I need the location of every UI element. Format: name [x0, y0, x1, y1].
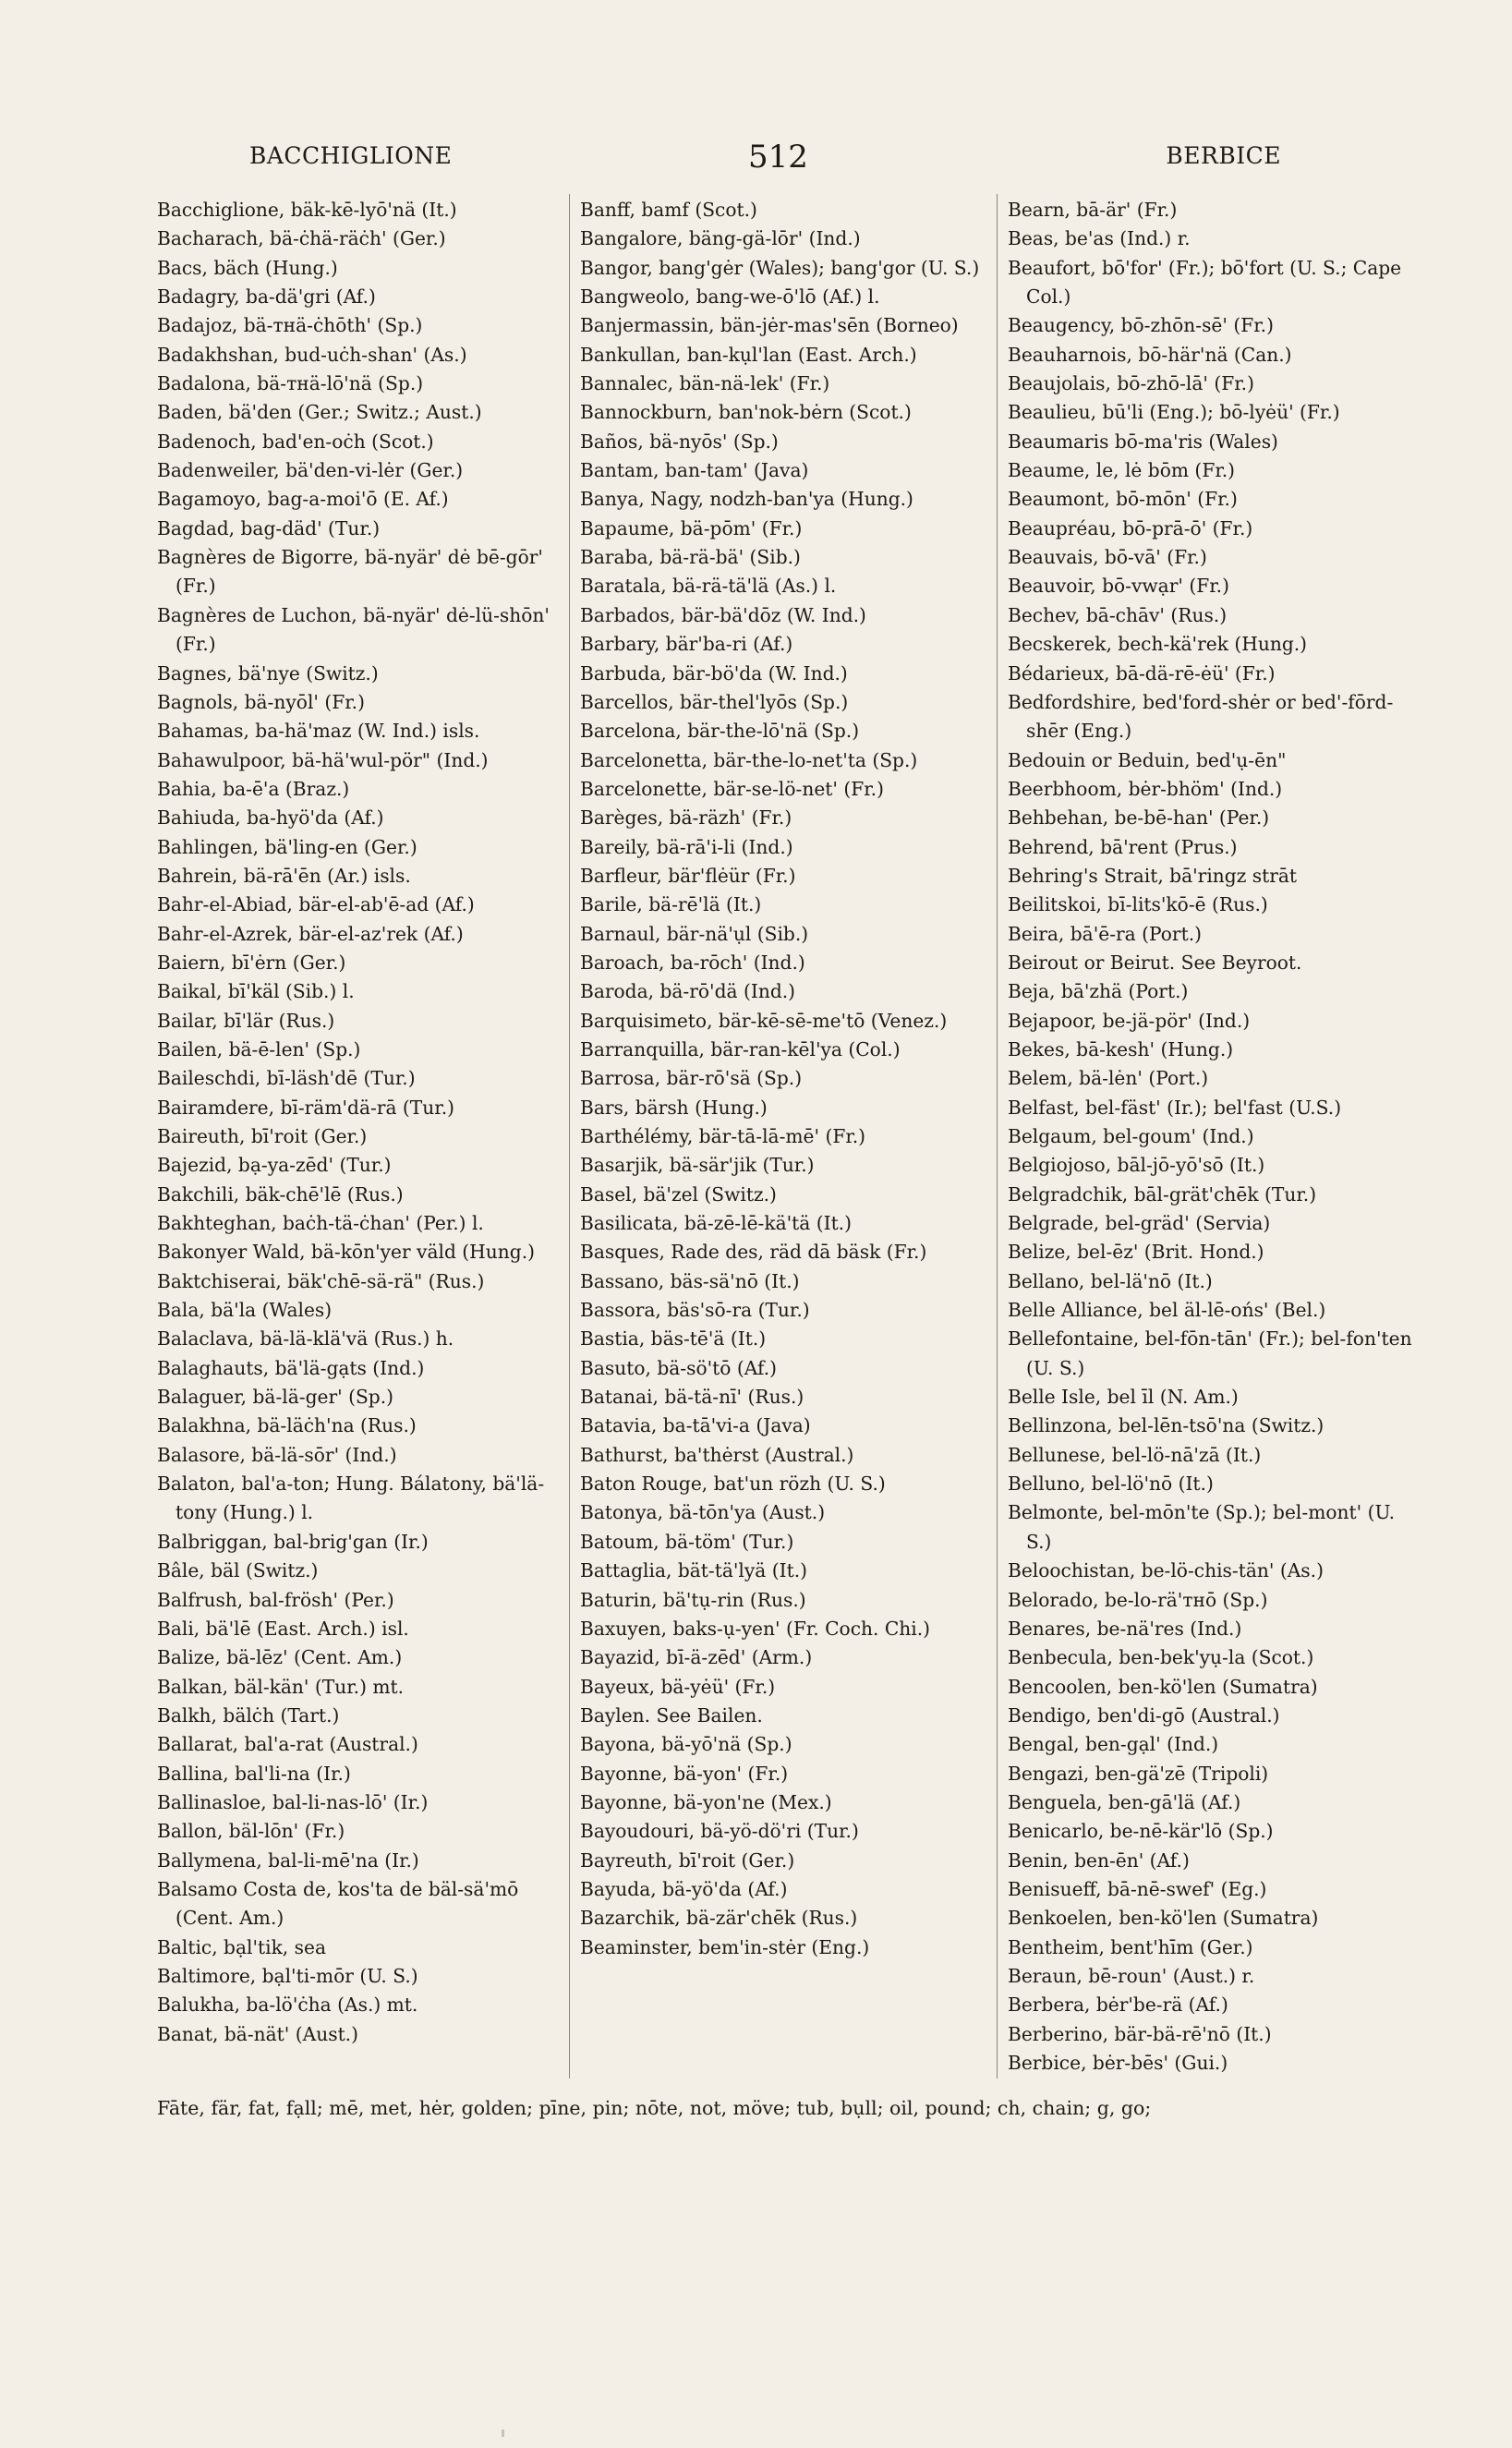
gazetteer-entry: Bahamas, ba-hä'maz (W. Ind.) isls.	[157, 720, 480, 743]
gazetteer-entry: Ballymena, bal-li-mē'na (Ir.)	[157, 1848, 419, 1872]
gazetteer-entry: Beaujolais, bō-zhō-lā' (Fr.)	[1008, 372, 1254, 395]
gazetteer-entry: Bareily, bä-rā'i-li (Ind.)	[580, 835, 793, 858]
gazetteer-entry: Balasore, bä-lä-sōr' (Ind.)	[157, 1443, 397, 1466]
gazetteer-entry: Bechev, bā-chāv' (Rus.)	[1008, 603, 1228, 626]
gazetteer-entry: Balakhna, bä-läċh'na (Rus.)	[157, 1414, 417, 1437]
gazetteer-entry: Balaguer, bä-lä-ger' (Sp.)	[157, 1386, 393, 1409]
gazetteer-entry: Berberino, bär-bä-rē'nō (It.)	[1008, 2022, 1272, 2045]
gazetteer-entry: Bayoudouri, bä-yö-dö'ri (Tur.)	[580, 1820, 859, 1843]
gazetteer-entry: Baden, bä'den (Ger.; Switz.; Aust.)	[157, 401, 482, 424]
gazetteer-entry: Bayeux, bä-yėü' (Fr.)	[580, 1675, 776, 1698]
gazetteer-entry: Bellefontaine, bel-fōn-tān' (Fr.); bel-fon'ten (U. S.)	[1008, 1327, 1412, 1379]
gazetteer-entry: Bahiuda, ba-hyö'da (Af.)	[157, 806, 384, 830]
gazetteer-entry: Badalona, bä-ᴛʜä-lō'nä (Sp.)	[157, 372, 424, 395]
gazetteer-entry: Bali, bä'lē (East. Arch.) isl.	[157, 1617, 409, 1640]
gazetteer-entry: Barile, bä-rē'lä (It.)	[580, 893, 762, 916]
gazetteer-entry: Baileschdi, bī-läsh'dē (Tur.)	[157, 1067, 416, 1090]
gazetteer-entry: Baratala, bä-rä-tä'lä (As.) l.	[580, 575, 837, 598]
gazetteer-entry: Bathurst, ba'thėrst (Austral.)	[580, 1443, 854, 1466]
gazetteer-entry: Beauvais, bō-vā' (Fr.)	[1008, 546, 1207, 569]
gazetteer-entry: Baroach, ba-rōch' (Ind.)	[580, 951, 805, 974]
gazetteer-entry: Berbera, bėr'be-rä (Af.)	[1008, 1994, 1228, 2017]
gazetteer-entry: Bagdad, bag-däd' (Tur.)	[157, 516, 381, 539]
gazetteer-entry: Bentheim, bent'hīm (Ger.)	[1008, 1935, 1253, 1958]
gazetteer-entry: Bakchili, bäk-chē'lē (Rus.)	[157, 1182, 404, 1206]
gazetteer-entry: Batavia, ba-tā'vi-a (Java)	[580, 1414, 811, 1437]
gazetteer-entry: Bangalore, bäng-gä-lōr' (Ind.)	[580, 227, 861, 250]
gazetteer-entry: Barcelonetta, bär-the-lo-net'ta (Sp.)	[580, 748, 918, 771]
gazetteer-entry: Baktchiserai, bäk'chē-sä-rä" (Rus.)	[157, 1269, 485, 1292]
gazetteer-entry: Beraun, bē-roun' (Aust.) r.	[1008, 1964, 1255, 1987]
gazetteer-entry: Bazarchik, bä-zär'chēk (Rus.)	[580, 1907, 858, 1930]
gazetteer-entry: Benguela, ben-gā'lä (Af.)	[1008, 1790, 1241, 1813]
gazetteer-entry: Banjermassin, bän-jėr-mas'sēn (Borneo)	[580, 314, 959, 337]
gazetteer-entry: Beas, be'as (Ind.) r.	[1008, 227, 1191, 250]
entries-column-2	[580, 196, 986, 2080]
gazetteer-entry: Bagamoyo, bag-a-moi'ō (E. Af.)	[157, 488, 449, 511]
gazetteer-entry: Belem, bä-lėn' (Port.)	[1008, 1067, 1209, 1090]
gazetteer-entry: Bayreuth, bī'roit (Ger.)	[580, 1848, 795, 1872]
gazetteer-entry: Balaclava, bä-lä-klä'vä (Rus.) h.	[157, 1327, 454, 1351]
gazetteer-entry: Baireuth, bī'roit (Ger.)	[157, 1125, 368, 1147]
gazetteer-entry: Bahlingen, bä'ling-en (Ger.)	[157, 835, 417, 858]
gazetteer-entry: Beilitskoi, bī-lits'kō-ē (Rus.)	[1008, 893, 1268, 916]
gazetteer-entry: Balkan, bäl-kän' (Tur.) mt.	[157, 1675, 405, 1698]
gazetteer-entry: Bagnères de Bigorre, bä-nyär' dė bē-gōr' (Fr.)	[157, 546, 543, 598]
gazetteer-entry: Barbados, bär-bä'dōz (W. Ind.)	[580, 603, 866, 626]
gazetteer-entry: Beirout or Beirut. See Beyroot.	[1008, 951, 1302, 974]
gazetteer-entry: Beerbhoom, bėr-bhöm' (Ind.)	[1008, 777, 1283, 800]
gazetteer-entry: Belluno, bel-lö'nō (It.)	[1008, 1472, 1214, 1496]
gazetteer-entry: Benin, ben-ēn' (Af.)	[1008, 1848, 1190, 1872]
gazetteer-entry: Bacharach, bä-ċhä-räċh' (Ger.)	[157, 227, 446, 250]
gazetteer-entry: Basilicata, bä-zē-lē-kä'tä (It.)	[580, 1212, 852, 1235]
gazetteer-entry: Bayazid, bī-ä-zēd' (Arm.)	[580, 1646, 813, 1669]
gazetteer-entry: Benkoelen, ben-kö'len (Sumatra)	[1008, 1907, 1319, 1930]
gazetteer-entry: Bahr-el-Abiad, bär-el-ab'ē-ad (Af.)	[157, 893, 475, 916]
gazetteer-entry: Bannalec, bän-nä-lek' (Fr.)	[580, 372, 830, 395]
gazetteer-entry: Barranquilla, bär-ran-kēl'ya (Col.)	[580, 1037, 901, 1060]
gazetteer-entry: Baxuyen, baks-ụ-yen' (Fr. Coch. Chi.)	[580, 1617, 931, 1640]
gazetteer-entry: Bayona, bä-yō'nä (Sp.)	[580, 1733, 792, 1756]
gazetteer-entry: Bastia, bäs-tē'ä (It.)	[580, 1327, 767, 1351]
gazetteer-entry: Barbary, bär'ba-ri (Af.)	[580, 633, 793, 656]
gazetteer-entry: Berbice, bėr-bēs' (Gui.)	[1008, 2052, 1228, 2074]
gazetteer-entry: Beauvoir, bō-vwạr' (Fr.)	[1008, 575, 1229, 598]
gazetteer-entry: Bedfordshire, bed'ford-shėr or bed'-fōrd-shēr (Eng.)	[1008, 690, 1394, 743]
gazetteer-entry: Balaghauts, bä'lä-gạts (Ind.)	[157, 1356, 425, 1379]
gazetteer-entry: Banat, bä-nät' (Aust.)	[157, 2022, 358, 2045]
gazetteer-entry: Baltic, bạl'tik, sea	[157, 1935, 326, 1958]
gazetteer-entry: Barnaul, bär-nä'ụl (Sib.)	[580, 922, 809, 945]
gazetteer-entry: Beaulieu, bū'li (Eng.); bō-lyėü' (Fr.)	[1008, 401, 1340, 424]
gazetteer-entry: Bengazi, ben-gä'zē (Tripoli)	[1008, 1762, 1269, 1785]
gazetteer-entry: Bacchiglione, bäk-kē-lyō'nä (It.)	[157, 199, 457, 221]
gazetteer-entry: Ballinasloe, bal-li-nas-lō' (Ir.)	[157, 1790, 429, 1813]
gazetteer-entry: Beloochistan, be-lö-chis-tän' (As.)	[1008, 1559, 1324, 1582]
header-left-guide-word: BACCHIGLIONE	[249, 142, 453, 169]
gazetteer-entry: Batoum, bä-töm' (Tur.)	[580, 1530, 794, 1553]
gazetteer-entry: Bekes, bā-kesh' (Hung.)	[1008, 1037, 1234, 1060]
gazetteer-entry: Baroda, bä-rō'dä (Ind.)	[580, 980, 796, 1003]
gazetteer-entry: Bahawulpoor, bä-hä'wul-pör" (Ind.)	[157, 748, 489, 771]
gazetteer-entry: Bangor, bang'gėr (Wales); bang'gor (U. S.)	[580, 256, 980, 279]
gazetteer-entry: Balbriggan, bal-brig'gan (Ir.)	[157, 1530, 429, 1553]
gazetteer-entry: Basuto, bä-sö'tō (Af.)	[580, 1356, 778, 1379]
gazetteer-entry: Bapaume, bä-pōm' (Fr.)	[580, 516, 803, 539]
gazetteer-entry: Barcelona, bär-the-lō'nä (Sp.)	[580, 720, 860, 743]
gazetteer-entry: Bédarieux, bā-dä-rē-ėü' (Fr.)	[1008, 661, 1276, 685]
gazetteer-entry: Belgradchik, bāl-grät'chēk (Tur.)	[1008, 1182, 1317, 1206]
gazetteer-entry: Bangweolo, bang-we-ō'lō (Af.) l.	[580, 285, 880, 309]
gazetteer-entry: Benares, be-nä'res (Ind.)	[1008, 1617, 1242, 1640]
gazetteer-entry: Bailen, bä-ē-len' (Sp.)	[157, 1037, 361, 1060]
gazetteer-entry: Bearn, bā-är' (Fr.)	[1008, 199, 1178, 221]
gazetteer-entry: Barthélémy, bär-tā-lā-mē' (Fr.)	[580, 1125, 866, 1147]
gazetteer-entry: Bala, bä'la (Wales)	[157, 1299, 333, 1322]
gazetteer-entry: Behrend, bā'rent (Prus.)	[1008, 835, 1238, 858]
gazetteer-entry: Bahia, ba-ē'a (Braz.)	[157, 777, 350, 800]
gazetteer-entry: Bairamdere, bī-räm'dä-rā (Tur.)	[157, 1096, 454, 1119]
gazetteer-entry: Bellano, bel-lä'nō (It.)	[1008, 1269, 1213, 1292]
gazetteer-entry: Bencoolen, ben-kö'len (Sumatra)	[1008, 1675, 1318, 1698]
gazetteer-entry: Bassano, bäs-sä'nō (It.)	[580, 1269, 800, 1292]
gazetteer-entry: Belgiojoso, bāl-jō-yō'sō (It.)	[1008, 1154, 1265, 1177]
gazetteer-entry: Batonya, bä-tōn'ya (Aust.)	[580, 1501, 826, 1524]
gazetteer-entry: Barcellos, bär-thel'lyōs (Sp.)	[580, 690, 849, 713]
gazetteer-entry: Barcelonette, bär-se-lö-net' (Fr.)	[580, 777, 884, 800]
gazetteer-entry: Beira, bā'ē-ra (Port.)	[1008, 922, 1202, 945]
gazetteer-entry: Bayonne, bä-yon' (Fr.)	[580, 1762, 789, 1785]
gazetteer-entry: Barbuda, bär-bö'da (W. Ind.)	[580, 661, 848, 685]
gazetteer-entry: Belle Alliance, bel äl-lē-ońs' (Bel.)	[1008, 1299, 1326, 1322]
gazetteer-entry: Becskerek, bech-kä'rek (Hung.)	[1008, 633, 1308, 656]
gazetteer-entry: Bahrein, bä-rā'ēn (Ar.) isls.	[157, 864, 411, 887]
gazetteer-entry: Bakhteghan, baċh-tä-ċhan' (Per.) l.	[157, 1212, 484, 1235]
gazetteer-entry: Banya, Nagy, nodzh-ban'ya (Hung.)	[580, 488, 913, 511]
gazetteer-entry: Behring's Strait, bā'ringz strāt	[1008, 864, 1298, 887]
gazetteer-entry: Baraba, bä-rä-bä' (Sib.)	[580, 546, 801, 569]
gazetteer-entry: Balkh, bälċh (Tart.)	[157, 1703, 340, 1727]
gazetteer-entry: Beaminster, bem'in-stėr (Eng.)	[580, 1935, 870, 1958]
gazetteer-entry: Badajoz, bä-ᴛʜä-ċhōth' (Sp.)	[157, 314, 423, 337]
page-number: 512	[748, 139, 808, 176]
gazetteer-entry: Basarjik, bä-sär'jik (Tur.)	[580, 1154, 815, 1177]
page-mark	[502, 2430, 504, 2437]
gazetteer-entry: Belgrade, bel-gräd' (Servia)	[1008, 1212, 1271, 1235]
gazetteer-entry: Balsamo Costa de, kos'ta de bäl-sä'mō (Cent. Am.)	[157, 1877, 519, 1930]
gazetteer-entry: Bannockburn, ban'nok-bėrn (Scot.)	[580, 401, 912, 424]
gazetteer-entry: Bâle, bäl (Switz.)	[157, 1559, 319, 1582]
gazetteer-entry: Beaugency, bō-zhōn-sē' (Fr.)	[1008, 314, 1274, 337]
gazetteer-entry: Bajezid, bạ-ya-zēd' (Tur.)	[157, 1154, 392, 1177]
gazetteer-entry: Beaufort, bō'for' (Fr.); bō'fort (U. S.; Cape Col.)	[1008, 256, 1402, 309]
header-right-guide-word: BERBICE	[1166, 142, 1281, 169]
gazetteer-entry: Barfleur, bär'flėür (Fr.)	[580, 864, 796, 887]
gazetteer-entry: Bayonne, bä-yon'ne (Mex.)	[580, 1790, 832, 1813]
gazetteer-entry: Ballina, bal'li-na (Ir.)	[157, 1762, 351, 1785]
gazetteer-entry: Bakonyer Wald, bä-kōn'yer väld (Hung.)	[157, 1241, 535, 1264]
gazetteer-entry: Beaumaris bō-ma'ris (Wales)	[1008, 430, 1278, 453]
gazetteer-entry: Bengal, ben-gạl' (Ind.)	[1008, 1733, 1219, 1756]
gazetteer-entry: Bailar, bī'lär (Rus.)	[157, 1009, 335, 1032]
gazetteer-entry: Barèges, bä-räzh' (Fr.)	[580, 806, 792, 830]
gazetteer-entry: Baturin, bä'tụ-rin (Rus.)	[580, 1588, 806, 1611]
entries-column-1	[157, 196, 559, 2080]
gazetteer-entry: Beja, bā'zhä (Port.)	[1008, 980, 1189, 1003]
gazetteer-entry: Bagnes, bä'nye (Switz.)	[157, 661, 379, 685]
column-divider	[997, 194, 998, 2078]
gazetteer-entry: Balukha, ba-lö'ċha (As.) mt.	[157, 1994, 418, 2017]
gazetteer-entry: Ballarat, bal'a-rat (Austral.)	[157, 1733, 418, 1756]
gazetteer-entry: Bagnols, bä-nyōl' (Fr.)	[157, 690, 365, 713]
gazetteer-entry: Bellinzona, bel-lēn-tsō'na (Switz.)	[1008, 1414, 1325, 1437]
gazetteer-entry: Behbehan, be-bē-han' (Per.)	[1008, 806, 1270, 830]
gazetteer-entry: Balize, bä-lēz' (Cent. Am.)	[157, 1646, 403, 1669]
gazetteer-entry: Baikal, bī'käl (Sib.) l.	[157, 980, 355, 1003]
gazetteer-entry: Badagry, ba-dä'gri (Af.)	[157, 285, 376, 309]
gazetteer-entry: Beaupréau, bō-prā-ō' (Fr.)	[1008, 516, 1253, 539]
gazetteer-entry: Bars, bärsh (Hung.)	[580, 1096, 768, 1119]
gazetteer-entry: Baylen. See Bailen.	[580, 1703, 763, 1727]
gazetteer-entry: Baton Rouge, bat'un rözh (U. S.)	[580, 1472, 886, 1496]
gazetteer-entry: Bahr-el-Azrek, bär-el-az'rek (Af.)	[157, 922, 464, 945]
gazetteer-entry: Beauharnois, bō-här'nä (Can.)	[1008, 343, 1292, 366]
gazetteer-entry: Battaglia, bät-tä'lyä (It.)	[580, 1559, 807, 1582]
gazetteer-entry: Bantam, ban-tam' (Java)	[580, 459, 809, 482]
column-divider	[569, 194, 570, 2078]
gazetteer-entry: Badenweiler, bä'den-vi-lėr (Ger.)	[157, 459, 464, 482]
gazetteer-entry: Belgaum, bel-goum' (Ind.)	[1008, 1125, 1254, 1147]
gazetteer-entry: Baltimore, bạl'ti-mōr (U. S.)	[157, 1964, 418, 1987]
gazetteer-entry: Batanai, bä-tä-nī' (Rus.)	[580, 1386, 804, 1409]
gazetteer-entry: Benisueff, bā-nē-swef' (Eg.)	[1008, 1877, 1267, 1900]
gazetteer-entry: Beaumont, bō-mōn' (Fr.)	[1008, 488, 1238, 511]
gazetteer-entry: Benicarlo, be-nē-kär'lō (Sp.)	[1008, 1820, 1274, 1843]
gazetteer-entry: Bellunese, bel-lö-nā'zā (It.)	[1008, 1443, 1262, 1466]
gazetteer-entry: Ballon, bäl-lōn' (Fr.)	[157, 1820, 345, 1843]
pronunciation-key-footer: Fāte, fär, fat, fạll; mē, met, hėr, golden; pīne, pin; nōte, not, möve; tub, bụll; oil, pound; ch, chain; g, go;	[157, 2097, 1152, 2119]
gazetteer-entry: Belize, bel-ēz' (Brit. Hond.)	[1008, 1241, 1264, 1264]
gazetteer-entry: Beaume, le, lė bōm (Fr.)	[1008, 459, 1236, 482]
gazetteer-entry: Bejapoor, be-jä-pör' (Ind.)	[1008, 1009, 1251, 1032]
entries-column-3	[1008, 196, 1414, 2080]
gazetteer-entry: Bendigo, ben'di-gō (Austral.)	[1008, 1703, 1280, 1727]
gazetteer-entry: Baños, bä-nyōs' (Sp.)	[580, 430, 779, 453]
gazetteer-entry: Bacs, bäch (Hung.)	[157, 256, 338, 279]
gazetteer-entry: Badakhshan, bud-uċh-shan' (As.)	[157, 343, 467, 366]
gazetteer-entry: Bassora, bäs'sō-ra (Tur.)	[580, 1299, 810, 1322]
gazetteer-entry: Belorado, be-lo-rä'ᴛʜō (Sp.)	[1008, 1588, 1268, 1611]
gazetteer-entry: Barquisimeto, bär-kē-sē-me'tō (Venez.)	[580, 1009, 948, 1032]
gazetteer-entry: Benbecula, ben-bek'yụ-la (Scot.)	[1008, 1646, 1314, 1669]
gazetteer-entry: Badenoch, bad'en-oċh (Scot.)	[157, 430, 434, 453]
gazetteer-entry: Bayuda, bä-yö'da (Af.)	[580, 1877, 788, 1900]
running-header	[157, 139, 1281, 176]
gazetteer-entry: Bagnères de Luchon, bä-nyär' dė-lü-shōn' (Fr.)	[157, 603, 550, 656]
gazetteer-entry: Basel, bä'zel (Switz.)	[580, 1182, 777, 1206]
gazetteer-entry: Bankullan, ban-kụl'lan (East. Arch.)	[580, 343, 917, 366]
gazetteer-entry: Bedouin or Beduin, bed'ụ-ēn"	[1008, 748, 1287, 771]
gazetteer-entry: Belle Isle, bel īl (N. Am.)	[1008, 1386, 1239, 1409]
gazetteer-entry: Belmonte, bel-mōn'te (Sp.); bel-mont' (U. S.)	[1008, 1501, 1396, 1553]
gazetteer-entry: Baiern, bī'ėrn (Ger.)	[157, 951, 346, 974]
gazetteer-entry: Balfrush, bal-frösh' (Per.)	[157, 1588, 394, 1611]
gazetteer-entry: Banff, bamf (Scot.)	[580, 199, 757, 221]
gazetteer-entry: Barrosa, bär-rō'sä (Sp.)	[580, 1067, 803, 1090]
gazetteer-entry: Balaton, bal'a-ton; Hung. Bálatony, bä'lä-tony (Hung.) l.	[157, 1472, 545, 1524]
gazetteer-entry: Basques, Rade des, räd dā bäsk (Fr.)	[580, 1241, 927, 1264]
gazetteer-entry: Belfast, bel-fäst' (Ir.); bel'fast (U.S.)	[1008, 1096, 1342, 1119]
